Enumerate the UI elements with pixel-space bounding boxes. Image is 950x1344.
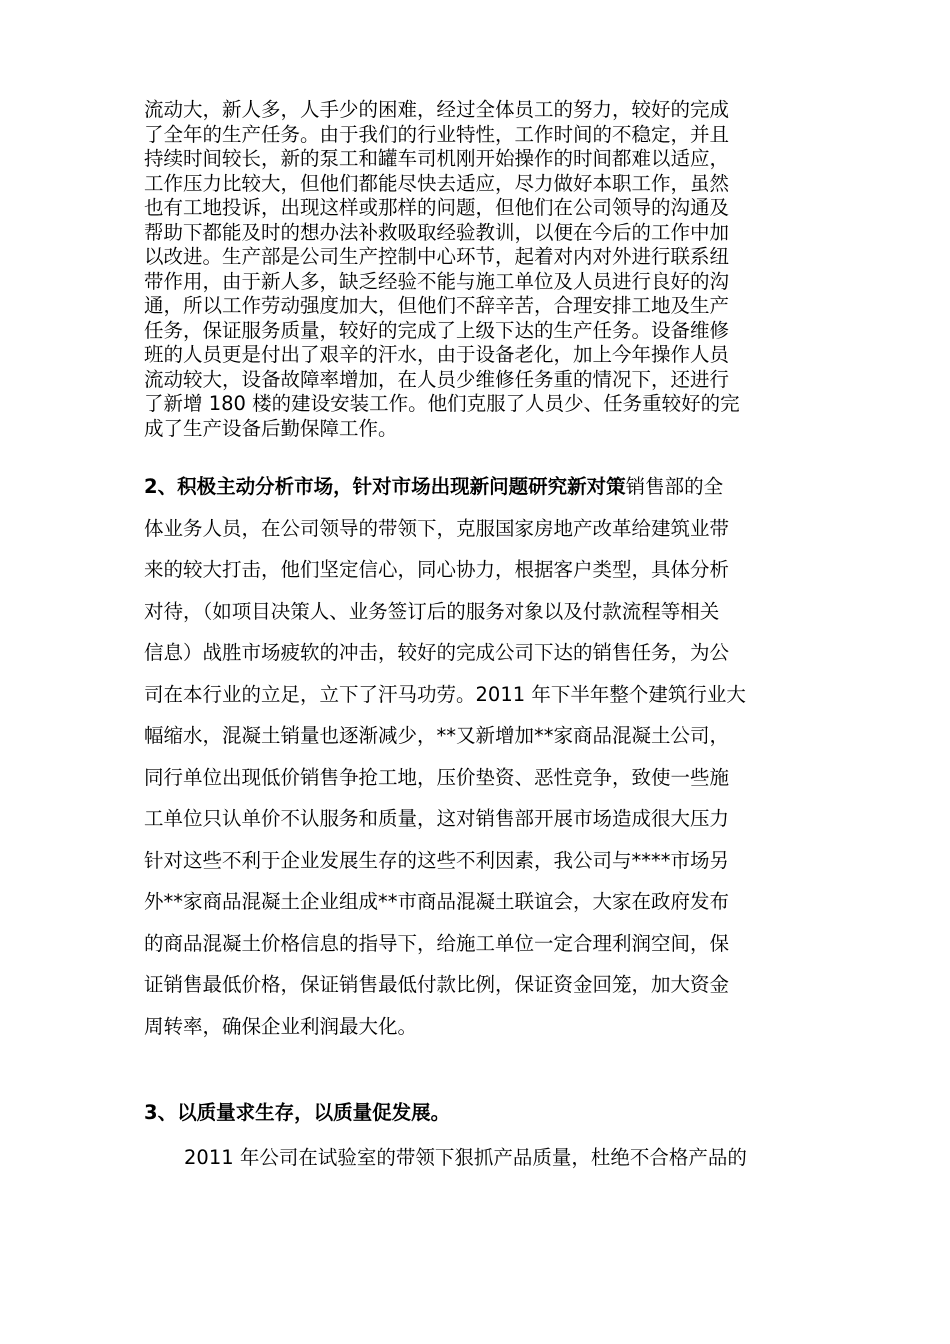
section-2-body: 销售部的全 体业务人员，在公司领导的带领下，克服国家房地产改革给建筑业带 来的较大打击，他们坚定信心，同心协力，根据客户类型，具体分析 对待，（如项目决策人、业务签订后的服务对象以及付款流程等相关 信息）战胜市场疲软的冲击，较好的完成公司下达的销售任务，为公 司在本行业的立足，立下了汗马功劳。2011 年下半年整个建筑行业大 幅缩水，混凝土销量也逐渐减少，**又新增加**家商品混凝土公司， 同行单位出现低价销售争抢工地，压价垫资、恶性竞争，致使一些施 工单位只认单价不认服务和质量，这对销售部开展市场造成很大压力 针对这些不利于企业发展生存的这些不利因素，我公司与****市场另 外**家商品混凝土企业组成**市商品混凝土联谊会，大家在政府发布 的商品混凝土价格信息的指导下，给施工单位一定合理利润空间，保 证销售最低价格，保证销售最低付款比例，保证资金回笼，加大资金 周转率，确保企业利润最大化。 bbox=[144, 475, 746, 1038]
section-2 bbox=[144, 466, 834, 1047]
section-3-body: 2011 年公司在试验室的带领下狠抓产品质量，杜绝不合格产品的 bbox=[184, 1146, 747, 1169]
section-3-paragraph bbox=[144, 1137, 834, 1179]
section-3-heading: 3、以质量求生存，以质量促发展。 bbox=[144, 1101, 451, 1124]
paragraph-production: 流动大，新人多，人手少的困难，经过全体员工的努力，较好的完成 了全年的生产任务。由于我们的行业特性，工作时间的不稳定，并且 持续时间较长，新的泵工和罐车司机刚开始操作的时间都难以适应， 工作压力比较大，但他们都能尽快去适应，尽力做好本职工作，虽然 也有工地投诉，出现这样或那样的问题，但他们在公司领导的沟通及 帮助下都能及时的想办法补救吸取经验教训，以便在今后的工作中加 以改进。生产部是公司生产控制中心环节，起着对内对外进行联系纽 带作用，由于新人多，缺乏经验不能与施工单位及人员进行良好的沟 通，所以工作劳动强度加大，但他们不辞辛苦，合理安排工地及生产 任务，保证服务质量，较好的完成了上级下达的生产任务。设备维修 班的人员更是付出了艰辛的汗水，由于设备老化，加上今年操作人员 流动较大，设备故障率增加，在人员少维修任务重的情况下，还进行 了新增 180 楼的建设安装工作。他们克服了人员少、任务重较好的完 成了生产设备后勤保障工作。 bbox=[144, 98, 740, 440]
section-2-heading: 2、积极主动分析市场，针对市场出现新问题研究新对策 bbox=[144, 475, 626, 498]
